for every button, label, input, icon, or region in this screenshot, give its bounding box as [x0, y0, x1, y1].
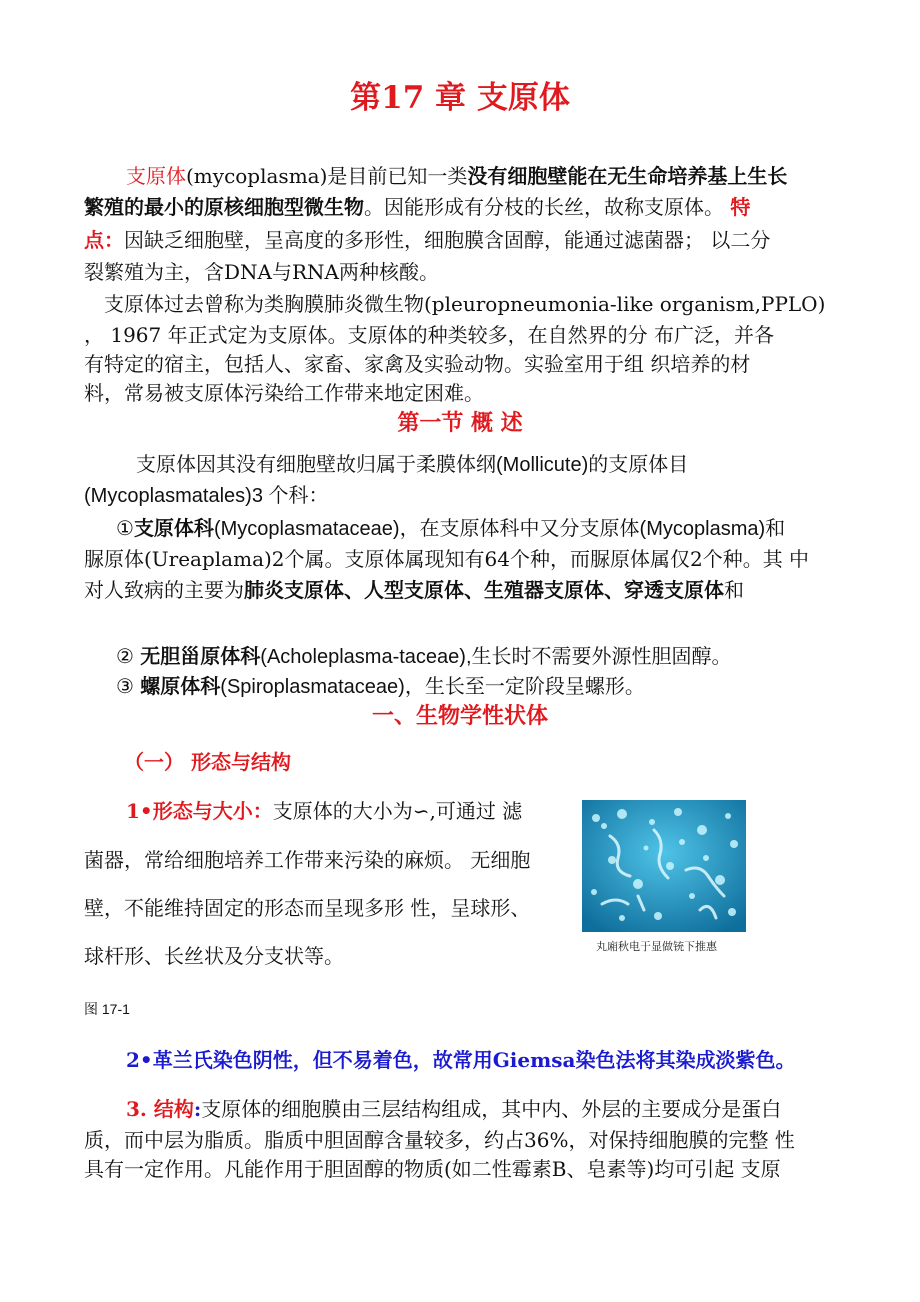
- overview-line-2: (Mycoplasmatales)3 个科：: [84, 485, 329, 507]
- family-1-line-3: [84, 576, 844, 604]
- intro-text-2: 。因能形成有分枝的长丝，故称支原体。: [364, 195, 731, 219]
- family-3-number: ③: [116, 674, 141, 698]
- overview-line-1: 支原体因其没有细胞壁故归属于柔膜体纲(Mollicute)的支原体目: [136, 454, 689, 476]
- history-line-2: ， 1967 年正式定为支原体。支原体的种类较多，在自然界的分 布广泛，并各: [84, 323, 774, 347]
- history-line-4: 料，常易被支原体污染给工作带来地定困难。: [84, 381, 484, 405]
- family-1-name: 支原体科: [133, 516, 214, 540]
- family-1-text: (Mycoplasmataceae)，在支原体科中又分支原体(Mycoplasma)和: [213, 518, 786, 540]
- figure-label: 图 17-1: [84, 1001, 130, 1017]
- morph-line-3: 壁，不能维持固定的形态而呈现多形 性，呈球形、: [84, 896, 531, 920]
- structure-line-2: 质，而中层为脂质。脂质中胆固醇含量较多，约占36%，对保持细胞膜的完整 性: [84, 1128, 795, 1152]
- family-2-text: (Acholeplasma-taceae),生长时不需要外源性胆固醇。: [260, 646, 732, 668]
- figure-caption: 丸廂秋电于显做铳下推惠: [596, 941, 717, 953]
- family-2-line: [116, 642, 856, 671]
- family-1-text-3: 对人致病的主要为: [84, 578, 244, 602]
- feature-label: 特: [730, 195, 751, 219]
- intro-text-3: 因缺乏细胞壁，呈高度的多形性，细胞膜含固醇，能通过滤菌器； 以二分: [124, 228, 771, 252]
- history-line-3: 有特定的宿主，包括人、家畜、家禽及实验动物。实验室用于组 织培养的材: [84, 352, 751, 376]
- intro-line-2: [84, 193, 844, 221]
- family-2-name: 无胆甾原体科: [140, 644, 261, 668]
- morph-line-4: 球杆形、长丝状及分支状等。: [84, 944, 344, 968]
- family-3-line: [116, 672, 856, 701]
- structure-line-1: [126, 1095, 846, 1123]
- structure-text-1: 支原体的细胞膜由三层结构组成，其中内、外层的主要成分是蛋白: [201, 1097, 782, 1121]
- morph-line-1: [126, 797, 566, 825]
- morph-text-1: 支原体的大小为∽,可通过 滤: [272, 799, 523, 823]
- gram-stain-line: 2•革兰氏染色阴性，但不易着色，故常用Giemsa染色法将其染成淡紫色。: [126, 1048, 796, 1072]
- section-heading-overview: 第一节 概 述: [397, 410, 523, 436]
- history-line-1: 支原体过去曾称为类胸膜肺炎微生物(pleuropneumonia-like organism,PPLO): [104, 292, 826, 316]
- intro-line-1: [126, 162, 846, 190]
- family-3-text: (Spiroplasmataceae)，生长至一定阶段呈螺形。: [220, 676, 645, 698]
- intro-line-3: [84, 226, 844, 254]
- structure-colon: :: [193, 1097, 202, 1121]
- structure-label: 3. 结构: [126, 1097, 194, 1121]
- intro-line-4: 裂繁殖为主，含DNA与RNA两种核酸。: [84, 260, 439, 284]
- micrograph-art: [582, 800, 746, 932]
- family-1-line-2: 脲原体(Ureaplama)2个属。支原体属现知有64个种，而脲原体属仅2个种。其 中: [84, 547, 810, 571]
- feature-label-2: 点：: [84, 228, 124, 252]
- intro-emphasis: 没有细胞壁能在无生命培养基上生长: [467, 164, 788, 188]
- term-mycoplasma: 支原体: [126, 164, 186, 188]
- subsection-heading-morphology: （一） 形态与结构: [124, 750, 291, 774]
- section-heading-biology: 一、生物学性状体: [371, 703, 548, 729]
- page-title: 第17 章 支原体: [350, 80, 570, 116]
- morph-line-2: 菌器，常给细胞培养工作带来污染的麻烦。 无细胞: [84, 848, 531, 872]
- family-2-number: ②: [116, 644, 141, 668]
- pathogen-list: 肺炎支原体、人型支原体、生殖器支原体、穿透支原体: [244, 578, 724, 602]
- intro-emphasis-2: 繁殖的最小的原核细胞型微生物: [84, 195, 364, 219]
- morph-label: 1•形态与大小：: [126, 799, 273, 823]
- structure-line-3: 具有一定作用。凡能作用于胆固醇的物质(如二性霉素B、皂素等)均可引起 支原: [84, 1157, 781, 1181]
- micrograph-image: [582, 800, 746, 932]
- family-1-and: 和: [724, 578, 744, 602]
- family-1-line-1: [116, 514, 856, 543]
- family-1-number: ①: [116, 516, 134, 540]
- family-3-name: 螺原体科: [140, 674, 221, 698]
- intro-text: (mycoplasma)是目前已知一类: [186, 164, 468, 188]
